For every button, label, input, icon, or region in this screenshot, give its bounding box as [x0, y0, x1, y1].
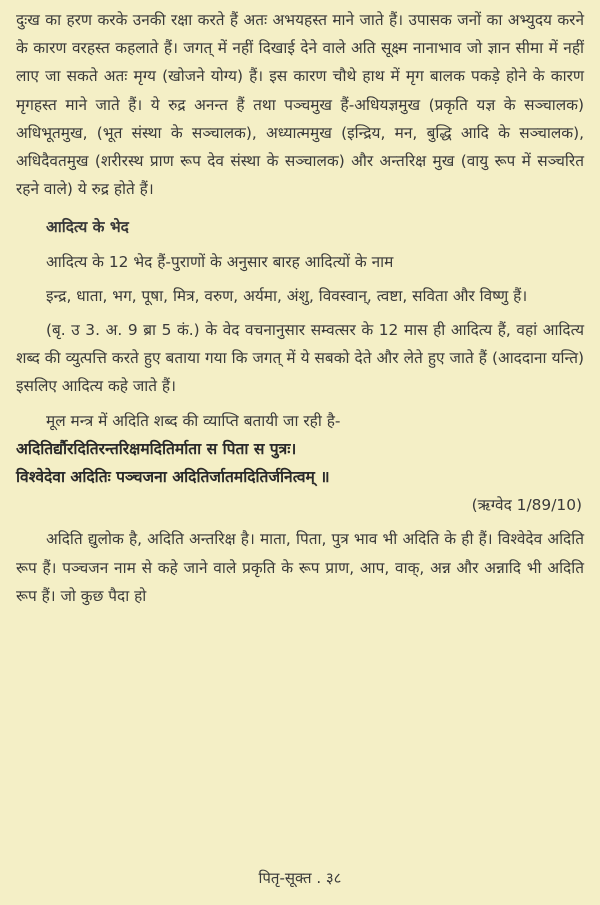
paragraph-aditya-types: आदित्य के 12 भेद हैं-पुराणों के अनुसार बारह आदित्यों के नाम — [46, 252, 394, 271]
paragraph-mool-mantra: मूल मन्त्र में अदिति शब्द की व्याप्ति बतायी जा रही है- — [46, 411, 341, 430]
paragraph-aditi: अदिति द्युलोक है, अदिति अन्तरिक्ष है। माता, पिता, पुत्र भाव भी अदिति के ही हैं। विश्वेदेव अदिति रूप हैं। पञ्चजन नाम से कहे जाने वाले प्रकृति के रूप प्राण, आप, वाक्, अन्न और अन्नादि भी अदिति रूप हैं। जो कुछ पैदा हो — [16, 530, 584, 605]
paragraph-rudra: दुःख का हरण करके उनकी रक्षा करते हैं अतः अभयहस्त माने जाते हैं। उपासक जनों का अभ्युदय करने के कारण वरहस्त कहलाते हैं। जगत् में नहीं दिखाई देने वाले अति सूक्ष्म नानाभाव जो ज्ञान सीमा में नहीं लाए जा सकते अतः मृग्य (खोजने योग्य) हैं। इस कारण चौथे हाथ में मृग बालक पकड़े होने के कारण मृगहस्त माने जाते हैं। ये रुद्र अनन्त हैं तथा पञ्चमुख हैं-अधियज्ञमुख (प्रकृति यज्ञ के सञ्चालक) अधिभूतमुख, (भूत संस्था के सञ्चालक), अध्यात्ममुख (इन्द्रिय, मन, बुद्धि आदि के सञ्चालक), अधिदैवतमुख (शरीरस्थ प्राण रूप देव संस्था के सञ्चालक) और अन्तरिक्ष मुख (वायु रूप में सञ्चरित रहने वाले) ये रुद्र होते हैं। — [16, 11, 584, 199]
mantra-line-2: विश्वेदेवा अदितिः पञ्चजना अदितिर्जातमदितिर्जनित्वम् ॥ — [16, 468, 330, 487]
paragraph-upanishad: (बृ. उ 3. अ. 9 ब्रा 5 कं.) के वेद वचनानुसार सम्वत्सर के 12 मास ही आदित्य हैं, वहां आदित्य शब्द की व्युत्पत्ति करते हुए बताया गया कि जगत् में ये सबको देते और लेते हुए जाते हैं (आददाना यन्ति) इसलिए आदित्य कहे जाते हैं। — [16, 321, 584, 396]
page-body — [16, 6, 584, 610]
page-footer: पितृ-सूक्त . ३८ — [258, 869, 342, 887]
mantra-line-1: अदितिर्द्यौरदितिरन्तरिक्षमदितिर्माता स पिता स पुत्रः। — [16, 439, 297, 458]
paragraph-aditya-names: इन्द्र, धाता, भग, पूषा, मित्र, वरुण, अर्यमा, अंशु, विवस्वान्, त्वष्टा, सविता और विष्णु हैं। — [46, 286, 528, 305]
section-heading: आदित्य के भेद — [46, 218, 129, 237]
rigveda-reference: (ऋग्वेद 1/89/10) — [471, 496, 582, 515]
